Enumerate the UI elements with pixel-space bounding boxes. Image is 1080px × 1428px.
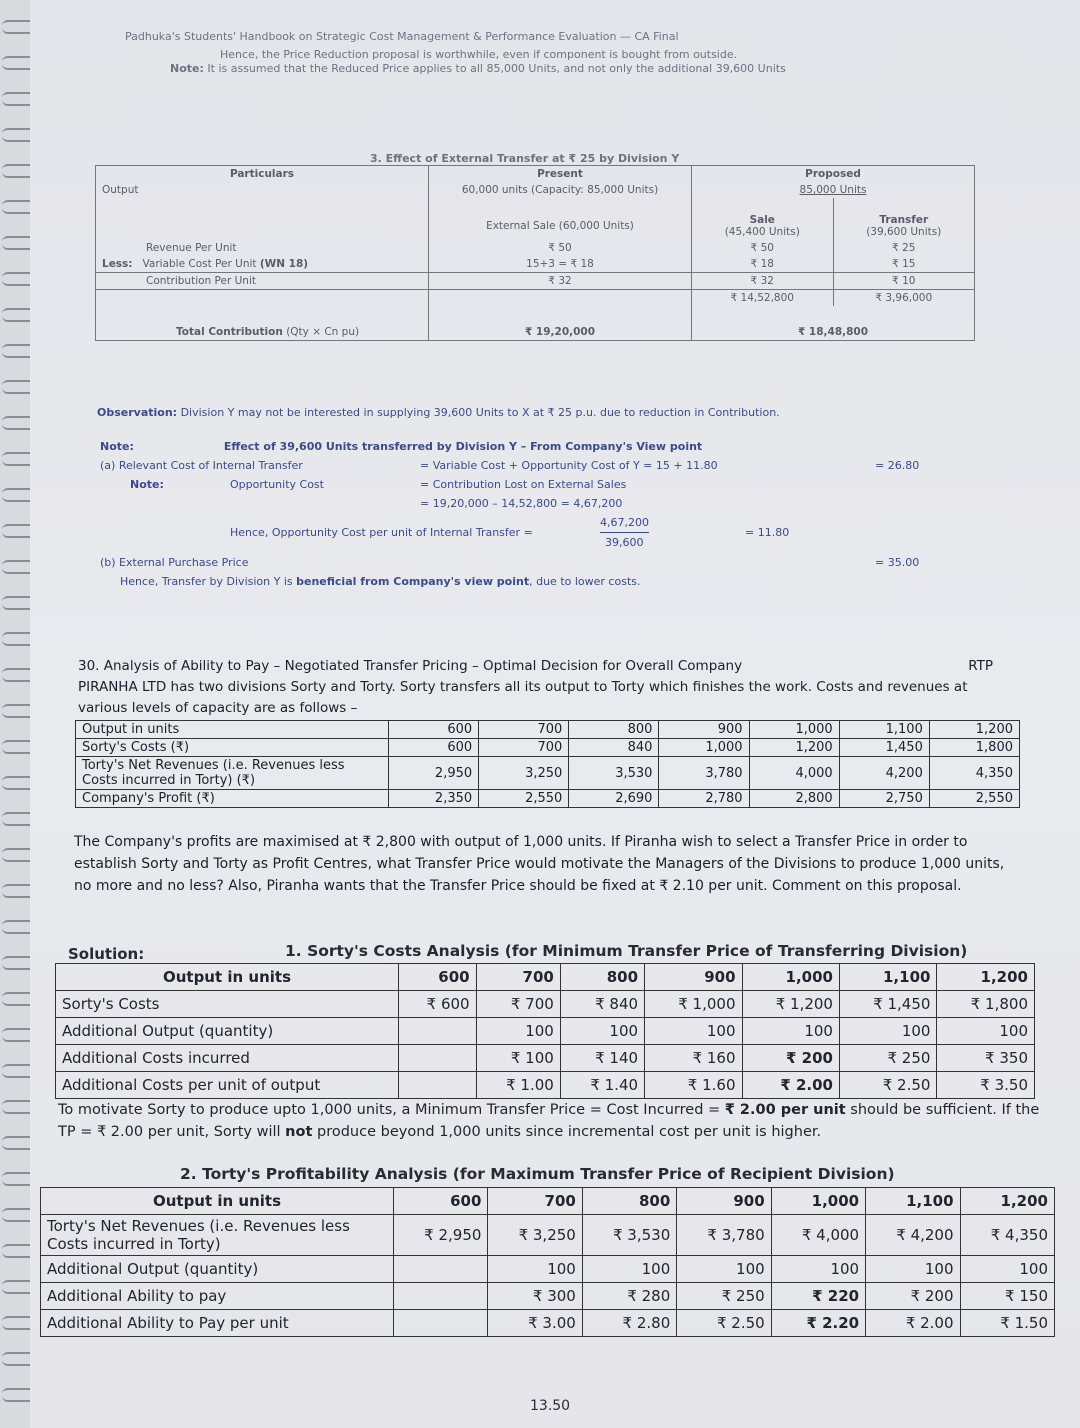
table-cell: ₹ 200 (742, 1045, 839, 1072)
table-cell: 600 (394, 1188, 488, 1215)
table-cell: ₹ 2.50 (677, 1310, 771, 1337)
table-cell: ₹ 2.80 (582, 1310, 676, 1337)
q30-table (75, 720, 1020, 808)
table-cell (394, 1310, 488, 1337)
table-cell: ₹ 4,350 (960, 1215, 1054, 1256)
table-cell: ₹ 3,780 (677, 1215, 771, 1256)
table-cell: 1,000 (659, 739, 749, 757)
table-cell: 600 (399, 964, 477, 991)
table-cell (394, 1256, 488, 1283)
row-label: Sorty's Costs (₹) (76, 739, 389, 757)
h-proposed: Proposed (692, 166, 975, 183)
torty-table (40, 1187, 1055, 1337)
row-label: Contribution Per Unit (96, 273, 429, 290)
cell: ₹ 32 (429, 273, 692, 290)
table-cell: ₹ 3.00 (488, 1310, 582, 1337)
observation-label: Observation: (97, 406, 178, 419)
table-row (76, 790, 1020, 808)
table-cell: ₹ 4,000 (771, 1215, 865, 1256)
h-particulars: Particulars (96, 166, 429, 183)
table-cell: 700 (479, 721, 569, 739)
q30-question: The Company's profits are maximised at ₹ 2,800 with output of 1,000 units. If Piranha wish to select a Transfer Price in order to establish Sorty and Torty as Profit Centres, what Transfer Price would motivate the Managers of the Divisions to produce 1,000 units, no more and no less? Also, Piranha wants that the Transfer Price should be fixed at ₹ 2.10 per unit. Comment on this proposal. (74, 834, 1005, 894)
cell: ₹ 25 (833, 240, 975, 256)
table-cell (394, 1283, 488, 1310)
present-total: ₹ 19,20,000 (429, 306, 692, 341)
a-label: (a) Relevant Cost of Internal Transfer (100, 459, 303, 472)
table-row (41, 1215, 1055, 1256)
table-row (56, 1018, 1035, 1045)
table-cell: 800 (560, 964, 644, 991)
table-cell: 100 (476, 1018, 560, 1045)
table-row (56, 964, 1035, 991)
row-label: Additional Costs incurred (56, 1045, 399, 1072)
fraction-num: 4,67,200 (600, 513, 649, 533)
note-label: Note: (100, 440, 134, 453)
table-row (76, 721, 1020, 739)
row-label: Additional Ability to Pay per unit (41, 1310, 394, 1337)
table-cell: 4,350 (929, 757, 1019, 790)
table-cell: ₹ 250 (839, 1045, 936, 1072)
table-cell: ₹ 2.00 (742, 1072, 839, 1099)
table-cell: 2,350 (389, 790, 479, 808)
table-cell: 2,800 (749, 790, 839, 808)
table-cell: 2,690 (569, 790, 659, 808)
transfer-total: ₹ 3,96,000 (833, 290, 975, 307)
table-cell: 900 (677, 1188, 771, 1215)
table-cell: 2,550 (929, 790, 1019, 808)
table-cell: 600 (389, 739, 479, 757)
table-cell: 100 (677, 1256, 771, 1283)
table-cell: 3,250 (479, 757, 569, 790)
total-sub: (Qty × Cn pu) (286, 326, 360, 338)
table-cell: 1,200 (749, 739, 839, 757)
table-cell: 100 (742, 1018, 839, 1045)
table-cell: 100 (582, 1256, 676, 1283)
table-cell: 700 (476, 964, 560, 991)
intro-line: Hence, the Price Reduction proposal is worthwhile, even if component is bought from outside. (220, 48, 738, 61)
table-cell (399, 1072, 477, 1099)
intro-note: It is assumed that the Reduced Price applies to all 85,000 Units, and not only the additional 39,600 Units (207, 62, 786, 75)
table-cell: 100 (488, 1256, 582, 1283)
cell: ₹ 50 (429, 240, 692, 256)
q30-intro: PIRANHA LTD has two divisions Sorty and Torty. Sorty transfers all its output to Torty which finishes the work. Costs and revenues at various levels of capacity are as follows – (78, 679, 968, 716)
comment-bold: ₹ 2.00 per unit (724, 1102, 846, 1118)
table-cell: ₹ 1.40 (560, 1072, 644, 1099)
table-cell: ₹ 250 (677, 1283, 771, 1310)
wn-ref: (WN 18) (259, 258, 309, 270)
table-cell: ₹ 4,200 (866, 1215, 960, 1256)
table-cell: 700 (488, 1188, 582, 1215)
rtp-tag: RTP (968, 658, 993, 674)
table-cell: ₹ 100 (476, 1045, 560, 1072)
observation: Division Y may not be interested in supplying 39,600 Units to X at ₹ 25 p.u. due to reduction in Contribution. (180, 406, 780, 419)
table-cell: 100 (560, 1018, 644, 1045)
a-formula: = Variable Cost + Opportunity Cost of Y = 15 + 11.80 (420, 459, 718, 472)
table-cell: ₹ 280 (582, 1283, 676, 1310)
table-cell: ₹ 150 (960, 1283, 1054, 1310)
table-cell: 840 (569, 739, 659, 757)
sale-label: Sale (749, 214, 775, 226)
row-label: Company's Profit (₹) (76, 790, 389, 808)
table-row (76, 739, 1020, 757)
cell: 15+3 = ₹ 18 (429, 256, 692, 273)
comment-not: not (285, 1123, 313, 1140)
table-cell: 2,750 (839, 790, 929, 808)
page-number: 13.50 (530, 1398, 571, 1414)
h-present: Present (429, 166, 692, 183)
table-cell: 2,780 (659, 790, 749, 808)
output-label: Output (96, 182, 429, 198)
table-cell: ₹ 840 (560, 991, 644, 1018)
table-row (56, 1045, 1035, 1072)
transfer-units: (39,600 Units) (866, 226, 942, 238)
table-cell: ₹ 350 (937, 1045, 1035, 1072)
total-label: Total Contribution (176, 326, 283, 338)
cell: ₹ 15 (833, 256, 975, 273)
table-cell: ₹ 200 (866, 1283, 960, 1310)
comment-text: should be sufficient. If the TP = ₹ 2.00 per unit, Sorty will (58, 1102, 1040, 1140)
running-header: Padhuka's Students' Handbook on Strategic Cost Management & Performance Evaluation — CA Final (125, 30, 679, 43)
table-cell: 100 (645, 1018, 742, 1045)
b-label: (b) External Purchase Price (100, 556, 249, 569)
hence-opp: Hence, Opportunity Cost per unit of Internal Transfer = (230, 526, 533, 539)
conclusion-bold: beneficial from Company's view point (296, 575, 530, 588)
row-label: Additional Costs per unit of output (56, 1072, 399, 1099)
table-cell: 900 (659, 721, 749, 739)
table-cell: ₹ 2.20 (771, 1310, 865, 1337)
table-cell: ₹ 1,000 (645, 991, 742, 1018)
intro-note-label: Note: (170, 62, 204, 75)
row-label: Additional Output (quantity) (41, 1256, 394, 1283)
table-cell: 100 (771, 1256, 865, 1283)
table-cell: 100 (839, 1018, 936, 1045)
table-cell: 1,000 (742, 964, 839, 991)
opp-line2: = 19,20,000 – 14,52,800 = 4,67,200 (420, 497, 623, 510)
table-cell: 1,100 (839, 964, 936, 991)
table-cell: ₹ 3,530 (582, 1215, 676, 1256)
table-cell: 700 (479, 739, 569, 757)
table-cell: ₹ 3,250 (488, 1215, 582, 1256)
table-row (41, 1188, 1055, 1215)
row-label: Output in units (76, 721, 389, 739)
table-cell: 1,450 (839, 739, 929, 757)
table-row (56, 1072, 1035, 1099)
table-cell: 100 (960, 1256, 1054, 1283)
table-cell: ₹ 700 (476, 991, 560, 1018)
table-cell: 4,200 (839, 757, 929, 790)
table-row (41, 1256, 1055, 1283)
table-cell: ₹ 1.00 (476, 1072, 560, 1099)
table-cell: 3,780 (659, 757, 749, 790)
cell: ₹ 18 (692, 256, 834, 273)
table-cell: 1,200 (929, 721, 1019, 739)
table-cell: 800 (569, 721, 659, 739)
table-row (76, 757, 1020, 790)
cell: ₹ 32 (692, 273, 834, 290)
table-cell: 2,550 (479, 790, 569, 808)
table-cell: ₹ 1,200 (742, 991, 839, 1018)
row-label: Additional Ability to pay (41, 1283, 394, 1310)
table-cell: 1,100 (866, 1188, 960, 1215)
row-label: Torty's Net Revenues (i.e. Revenues less Costs incurred in Torty) (41, 1215, 394, 1256)
table-cell: 800 (582, 1188, 676, 1215)
cell: ₹ 50 (692, 240, 834, 256)
b-value: = 35.00 (875, 556, 920, 569)
table-cell: 1,800 (929, 739, 1019, 757)
conclusion: Hence, Transfer by Division Y is (120, 575, 297, 588)
table-cell: ₹ 2.00 (866, 1310, 960, 1337)
t1-comment (58, 1100, 1043, 1143)
table-cell: ₹ 300 (488, 1283, 582, 1310)
opp-label: Opportunity Cost (230, 478, 324, 491)
sorty-table (55, 963, 1035, 1099)
table-cell: ₹ 220 (771, 1283, 865, 1310)
t2-title: 2. Torty's Profitability Analysis (for Maximum Transfer Price of Recipient Division) (180, 1165, 895, 1183)
comment-text: To motivate Sorty to produce upto 1,000 units, a Minimum Transfer Price = Cost Incurred = (58, 1102, 725, 1118)
table-cell: ₹ 1.50 (960, 1310, 1054, 1337)
table-row (41, 1310, 1055, 1337)
row-label: Sorty's Costs (56, 991, 399, 1018)
conclusion-end: , due to lower costs. (529, 575, 641, 588)
table-row (41, 1283, 1055, 1310)
proposed-total: ₹ 18,48,800 (692, 306, 975, 341)
table-cell (399, 1045, 477, 1072)
sale-total: ₹ 14,52,800 (692, 290, 834, 307)
table-row (56, 991, 1035, 1018)
table-cell: 1,200 (960, 1188, 1054, 1215)
note-title: Effect of 39,600 Units transferred by Division Y – From Company's View point (223, 440, 703, 453)
table-cell: ₹ 600 (399, 991, 477, 1018)
table-cell: ₹ 2.50 (839, 1072, 936, 1099)
comment-text: produce beyond 1,000 units since incremental cost per unit is higher. (312, 1123, 822, 1140)
table-cell: ₹ 3.50 (937, 1072, 1035, 1099)
effect-table-title: 3. Effect of External Transfer at ₹ 25 by Division Y (370, 152, 680, 165)
row-label: Variable Cost Per Unit (142, 258, 257, 270)
table-cell: 1,000 (749, 721, 839, 739)
a-value: = 26.80 (875, 459, 920, 472)
table-cell: 100 (866, 1256, 960, 1283)
row-label: Additional Output (quantity) (56, 1018, 399, 1045)
table-cell: ₹ 140 (560, 1045, 644, 1072)
table-cell: 600 (389, 721, 479, 739)
row-label: Torty's Net Revenues (i.e. Revenues less Costs incurred in Torty) (₹) (76, 757, 389, 790)
sub-note: Note: (130, 478, 164, 491)
present-sub: External Sale (60,000 Units) (429, 198, 692, 240)
table-cell: 4,000 (749, 757, 839, 790)
table-cell: ₹ 1,450 (839, 991, 936, 1018)
row-label: Revenue Per Unit (96, 240, 429, 256)
table-cell: ₹ 1,800 (937, 991, 1035, 1018)
table-cell: 100 (937, 1018, 1035, 1045)
sale-units: (45,400 Units) (724, 226, 800, 238)
effect-table (95, 165, 975, 341)
table-cell: 900 (645, 964, 742, 991)
table-cell: ₹ 1.60 (645, 1072, 742, 1099)
opp-line1: = Contribution Lost on External Sales (420, 478, 627, 491)
t1-title: 1. Sorty's Costs Analysis (for Minimum Transfer Price of Transferring Division) (285, 942, 968, 960)
table-cell (399, 1018, 477, 1045)
table-cell: 1,200 (937, 964, 1035, 991)
table-cell: 1,000 (771, 1188, 865, 1215)
solution-label: Solution: (68, 945, 145, 963)
proposed-output: 85,000 Units (692, 182, 975, 198)
less-label: Less: (102, 258, 133, 270)
cell: ₹ 10 (833, 273, 975, 290)
fraction-den: 39,600 (605, 536, 644, 549)
transfer-label: Transfer (879, 214, 929, 226)
row-label: Output in units (56, 964, 399, 991)
present-output: 60,000 units (Capacity: 85,000 Units) (429, 182, 692, 198)
opp-value: = 11.80 (745, 526, 790, 539)
table-cell: ₹ 160 (645, 1045, 742, 1072)
table-cell: ₹ 2,950 (394, 1215, 488, 1256)
table-cell: 3,530 (569, 757, 659, 790)
table-cell: 1,100 (839, 721, 929, 739)
table-cell: 2,950 (389, 757, 479, 790)
row-label: Output in units (41, 1188, 394, 1215)
q30-title: 30. Analysis of Ability to Pay – Negotiated Transfer Pricing – Optimal Decision for Overall Company (78, 658, 743, 674)
note-section (100, 437, 980, 591)
